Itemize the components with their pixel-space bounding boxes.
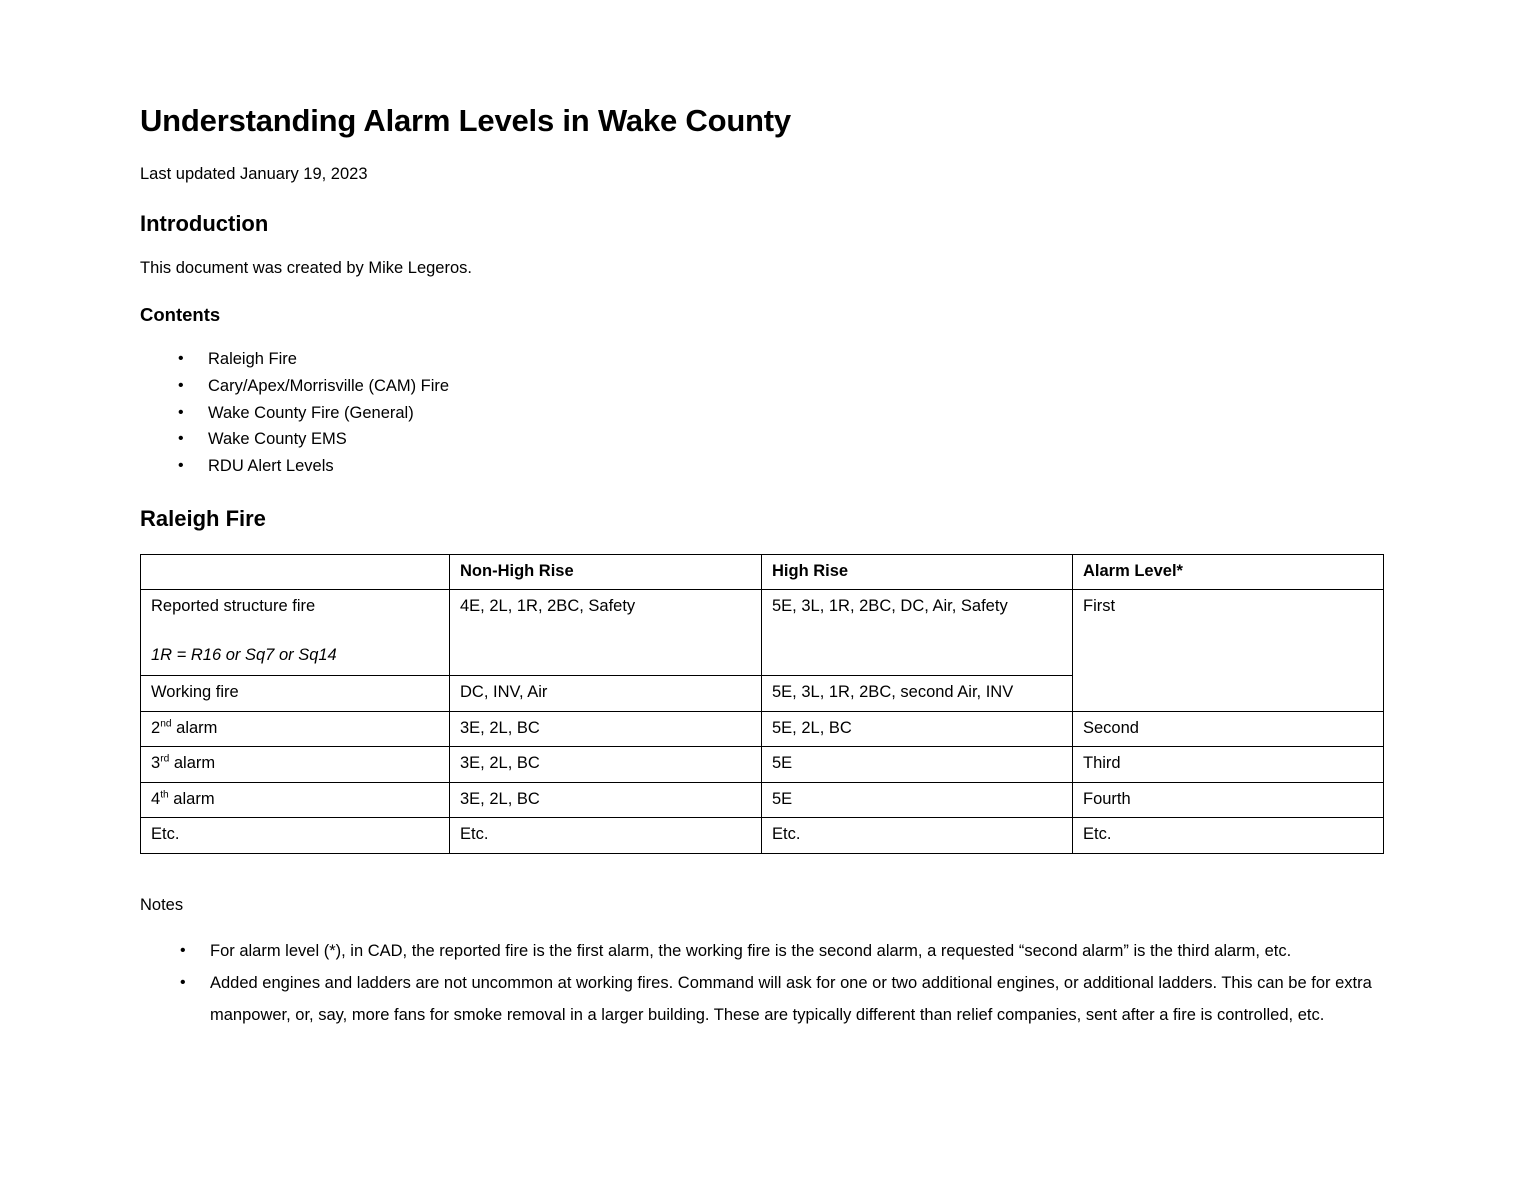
cell-non-high-rise: Etc. [450,818,762,853]
raleigh-fire-alarm-table [140,554,1384,854]
raleigh-fire-heading: Raleigh Fire [140,505,266,531]
cell-alarm-level: Etc. [1073,818,1384,853]
last-updated-text: Last updated January 19, 2023 [140,164,368,183]
row-label-number: 4 [151,789,161,808]
row-label: Reported structure fire [151,597,316,616]
note-item-text: For alarm level (*), in CAD, the reported fire is the first alarm, the working fire is the second alarm, a requested “second alarm” is the third alarm, etc. [210,941,1292,960]
cell-non-high-rise: 3E, 2L, BC [450,747,762,782]
row-label-number: 2 [151,718,161,737]
column-header-alarm-level: Alarm Level* [1073,555,1384,590]
list-item[interactable] [140,426,1385,453]
cell-high-rise: 5E, 2L, BC [762,711,1073,746]
table-header-row [141,555,1384,590]
notes-label: Notes [140,895,184,914]
list-item[interactable] [140,373,1385,400]
introduction-body: This document was created by Mike Legeros. [140,259,472,278]
cell-alarm-level: First [1073,590,1384,711]
table-row [141,590,1384,676]
table-row [141,747,1384,782]
row-label-cell: Etc. [141,818,450,853]
contents-item-label: Raleigh Fire [208,350,297,369]
note-item-text: Added engines and ladders are not uncommon at working fires. Command will ask for one or two additional engines, or additional ladders. This can be for extra manpower, or, say, more fans for smoke removal in a larger building. These are typically different than relief companies, sent after a fire is controlled, etc. [210,973,1372,1024]
cell-alarm-level: Second [1073,711,1384,746]
cell-non-high-rise: 3E, 2L, BC [450,711,762,746]
spacer-line [151,619,439,644]
column-header-high-rise: High Rise [762,555,1073,590]
list-item [140,967,1385,1031]
row-label-cell [141,590,450,676]
row-label-cell: Working fire [141,676,450,711]
cell-high-rise: Etc. [762,818,1073,853]
table-row [141,711,1384,746]
list-item [140,935,1385,967]
row-label-ordinal-suffix: nd [160,718,172,730]
cell-non-high-rise: 3E, 2L, BC [450,782,762,817]
cell-alarm-level: Third [1073,747,1384,782]
list-item[interactable] [140,453,1385,480]
row-label-cell [141,711,450,746]
column-header-non-high-rise: Non-High Rise [450,555,762,590]
cell-alarm-level: Fourth [1073,782,1384,817]
row-label-ordinal-suffix: rd [160,753,170,765]
row-label-number: 3 [151,754,161,773]
table-row [141,818,1384,853]
introduction-heading: Introduction [140,211,269,237]
contents-list [140,326,1385,480]
contents-item-label: RDU Alert Levels [208,456,334,475]
cell-high-rise: 5E, 3L, 1R, 2BC, second Air, INV [762,676,1073,711]
row-label-note: 1R = R16 or Sq7 or Sq14 [151,645,337,664]
list-item[interactable] [140,346,1385,373]
row-label-cell [141,782,450,817]
notes-list [140,916,1385,1031]
contents-item-label: Cary/Apex/Morrisville (CAM) Fire [208,376,450,395]
column-header-blank [141,555,450,590]
list-item[interactable] [140,400,1385,427]
table-row [141,782,1384,817]
row-label-ordinal-suffix: th [160,789,169,801]
alarm-table-wrapper [140,532,1385,854]
cell-non-high-rise: 4E, 2L, 1R, 2BC, Safety [450,590,762,676]
row-label-cell [141,747,450,782]
row-label-text: alarm [168,789,215,808]
contents-item-label: Wake County Fire (General) [208,403,414,422]
cell-high-rise: 5E, 3L, 1R, 2BC, DC, Air, Safety [762,590,1073,676]
contents-item-label: Wake County EMS [208,430,347,449]
cell-non-high-rise: DC, INV, Air [450,676,762,711]
row-label-text: alarm [169,754,216,773]
page-title: Understanding Alarm Levels in Wake County [140,103,791,138]
contents-heading: Contents [140,303,221,325]
cell-high-rise: 5E [762,782,1073,817]
document-content [140,0,1385,1031]
row-label-text: alarm [171,718,218,737]
cell-high-rise: 5E [762,747,1073,782]
